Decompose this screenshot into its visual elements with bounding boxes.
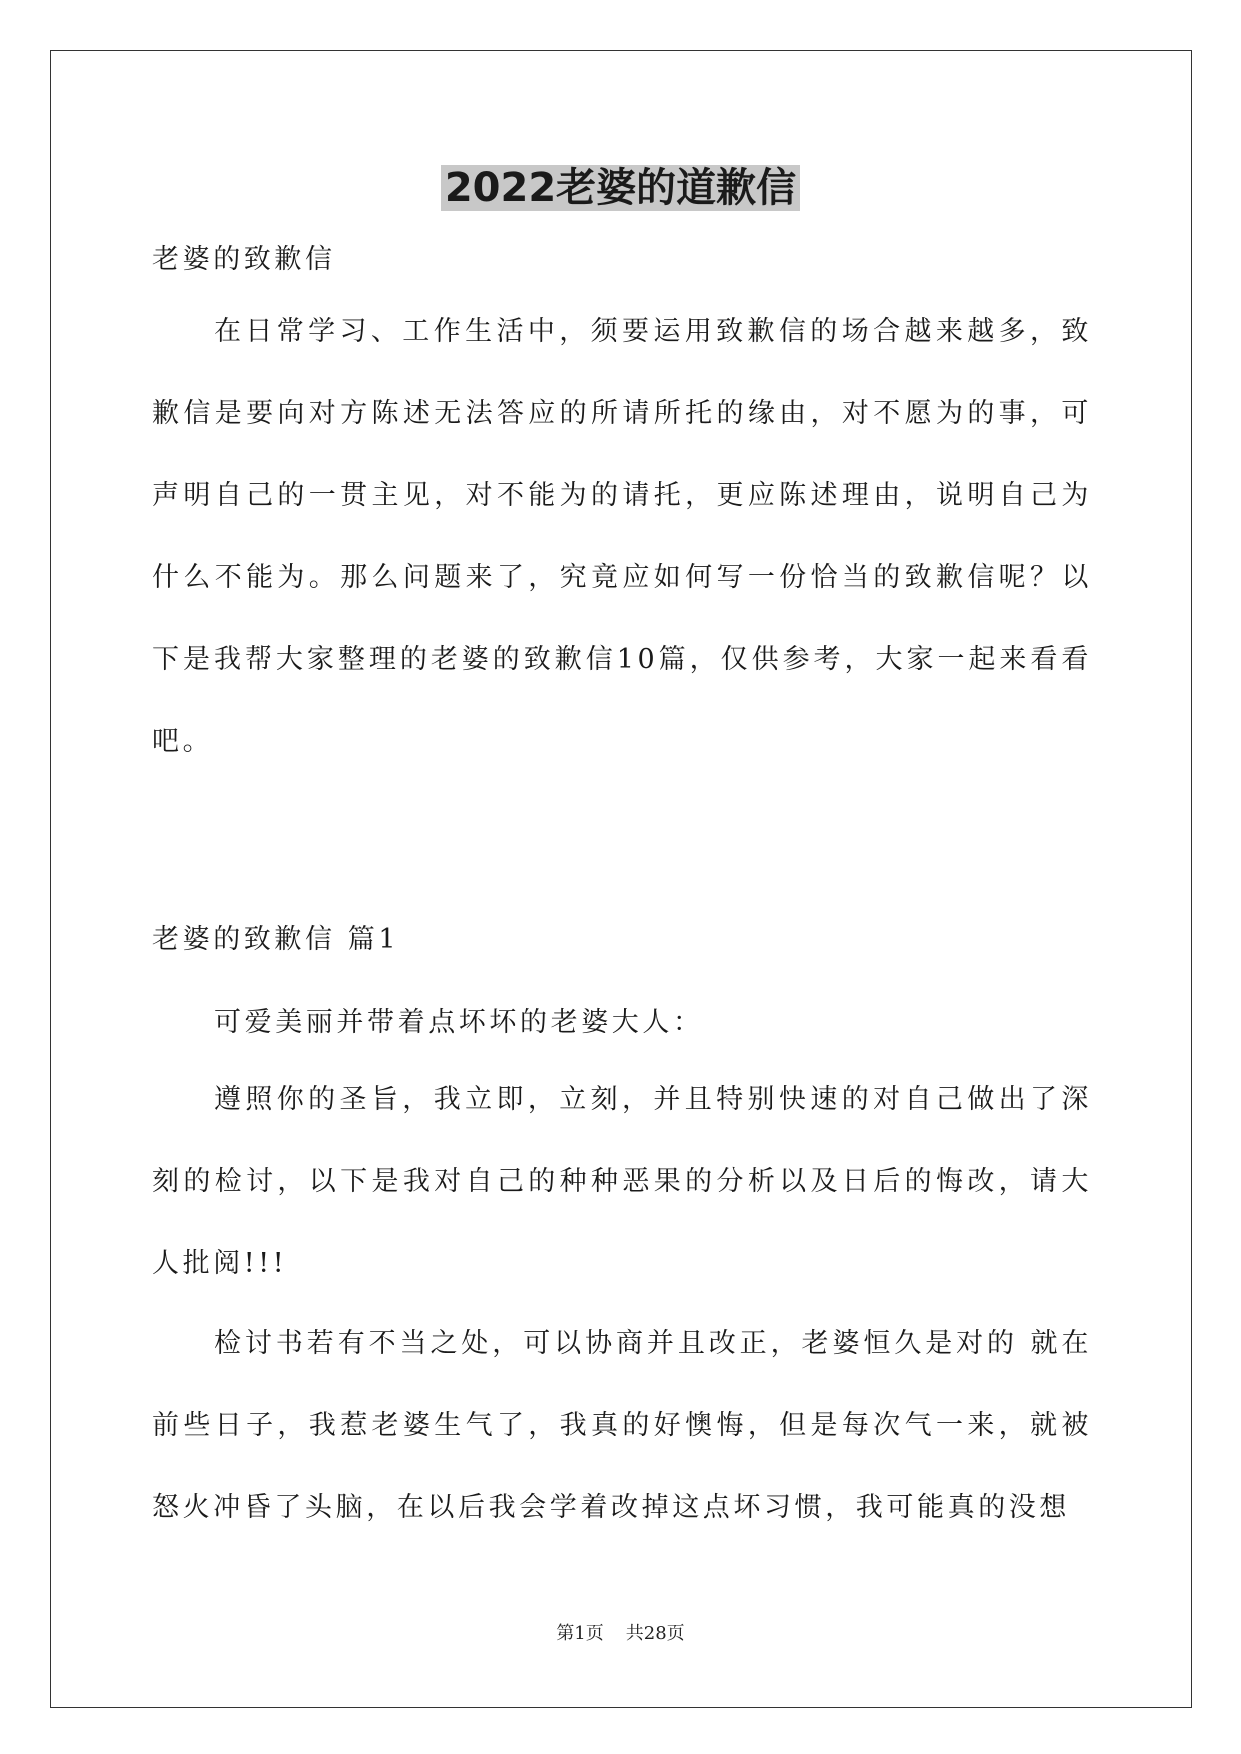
- letter-salutation: 可爱美丽并带着点坏坏的老婆大人：: [214, 1007, 704, 1038]
- page-number: 第1页: [556, 1623, 604, 1644]
- letter-paragraph-1: 遵照你的圣旨，我立即，立刻，并且特别快速的对自己做出了深刻的检讨，以下是我对自己的种种恶果的分析以及日后的悔改，请大人批阅!!!: [152, 1084, 1092, 1279]
- page-total: 共28页: [625, 1623, 685, 1644]
- document-title: [0, 160, 1241, 216]
- intro-paragraph: 在日常学习、工作生活中，须要运用致歉信的场合越来越多，致歉信是要向对方陈述无法答应的所请所托的缘由，对不愿为的事，可声明自己的一贯主见，对不能为的请托，更应陈述理由，说明自己为什么不能为。那么问题来了，究竟应如何写一份恰当的致歉信呢？以下是我帮大家整理的老婆的致歉信10篇，仅供参考，大家一起来看看吧。: [152, 316, 1092, 757]
- letter-paragraph-2: 检讨书若有不当之处，可以协商并且改正，老婆恒久是对的 就在前些日子，我惹老婆生气了，我真的好懊悔，但是每次气一来，就被怒火冲昏了头脑，在以后我会学着改掉这点坏习惯，我可能真的没想: [152, 1328, 1092, 1523]
- page-footer: [0, 1622, 1241, 1646]
- document-title-text: 2022老婆的道歉信: [441, 165, 800, 211]
- document-subtitle: 老婆的致歉信: [152, 244, 336, 275]
- section-heading: 老婆的致歉信 篇1: [152, 924, 400, 955]
